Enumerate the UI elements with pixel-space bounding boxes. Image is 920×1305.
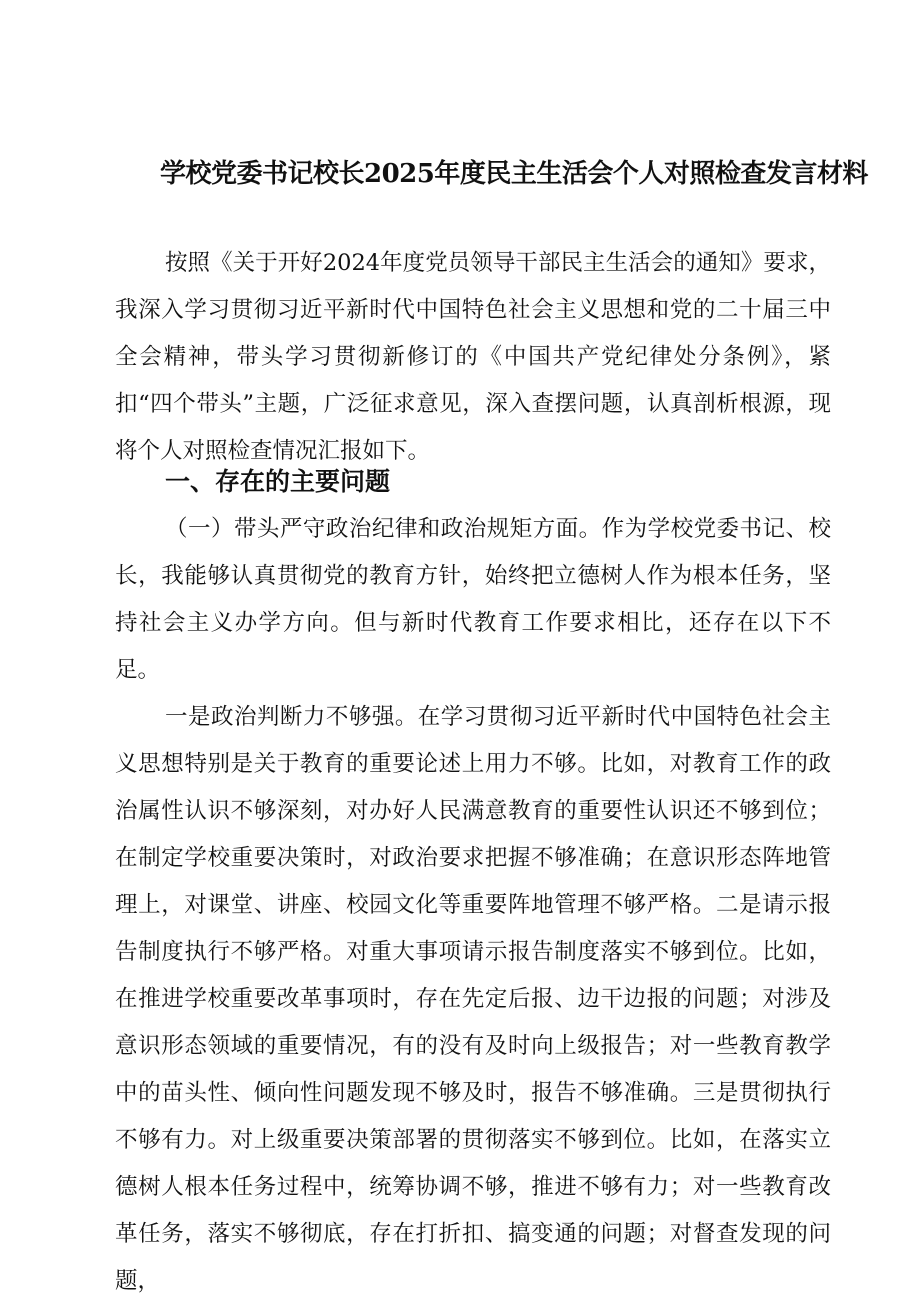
intro-paragraph: 按照《关于开好2024年度党员领导干部民主生活会的通知》要求，我深入学习贯彻习近平新时代中国特色社会主义思想和党的二十届三中全会精神，带头学习贯彻新修订的《中国共产党纪律处分条例》，紧扣“四个带头”主题，广泛征求意见，深入查摆问题，认真剖析根源，现将个人对照检查情况汇报如下。 [115, 250, 831, 464]
document-title: 学校党委书记校长2025年度民主生活会个人对照检查发言材料 [160, 159, 868, 189]
body-paragraph: 一是政治判断力不够强。在学习贯彻习近平新时代中国特色社会主义思想特别是关于教育的重要论述上用力不够。比如，对教育工作的政治属性认识不够深刻，对办好人民满意教育的重要性认识还不够到位；在制定学校重要决策时，对政治要求把握不够准确；在意识形态阵地管理上，对课堂、讲座、校园文化等重要阵地管理不够严格。二是请示报告制度执行不够严格。对重大事项请示报告制度落实不够到位。比如，在推进学校重要改革事项时，存在先定后报、边干边报的问题；对涉及意识形态领域的重要情况，有的没有及时向上级报告；对一些教育教学中的苗头性、倾向性问题发现不够及时，报告不够准确。三是贯彻执行不够有力。对上级重要决策部署的贯彻落实不够到位。比如，在落实立德树人根本任务过程中，统筹协调不够，推进不够有力；对一些教育改革任务，落实不够彻底，存在打折扣、搞变通的问题；对督查发现的问题， [115, 704, 831, 1294]
subsection-paragraph: （一）带头严守政治纪律和政治规矩方面。作为学校党委书记、校长，我能够认真贯彻党的教育方针，始终把立德树人作为根本任务，坚持社会主义办学方向。但与新时代教育工作要求相比，还存在以下不足。 [115, 516, 831, 683]
section-heading: 一、存在的主要问题 [165, 467, 391, 496]
